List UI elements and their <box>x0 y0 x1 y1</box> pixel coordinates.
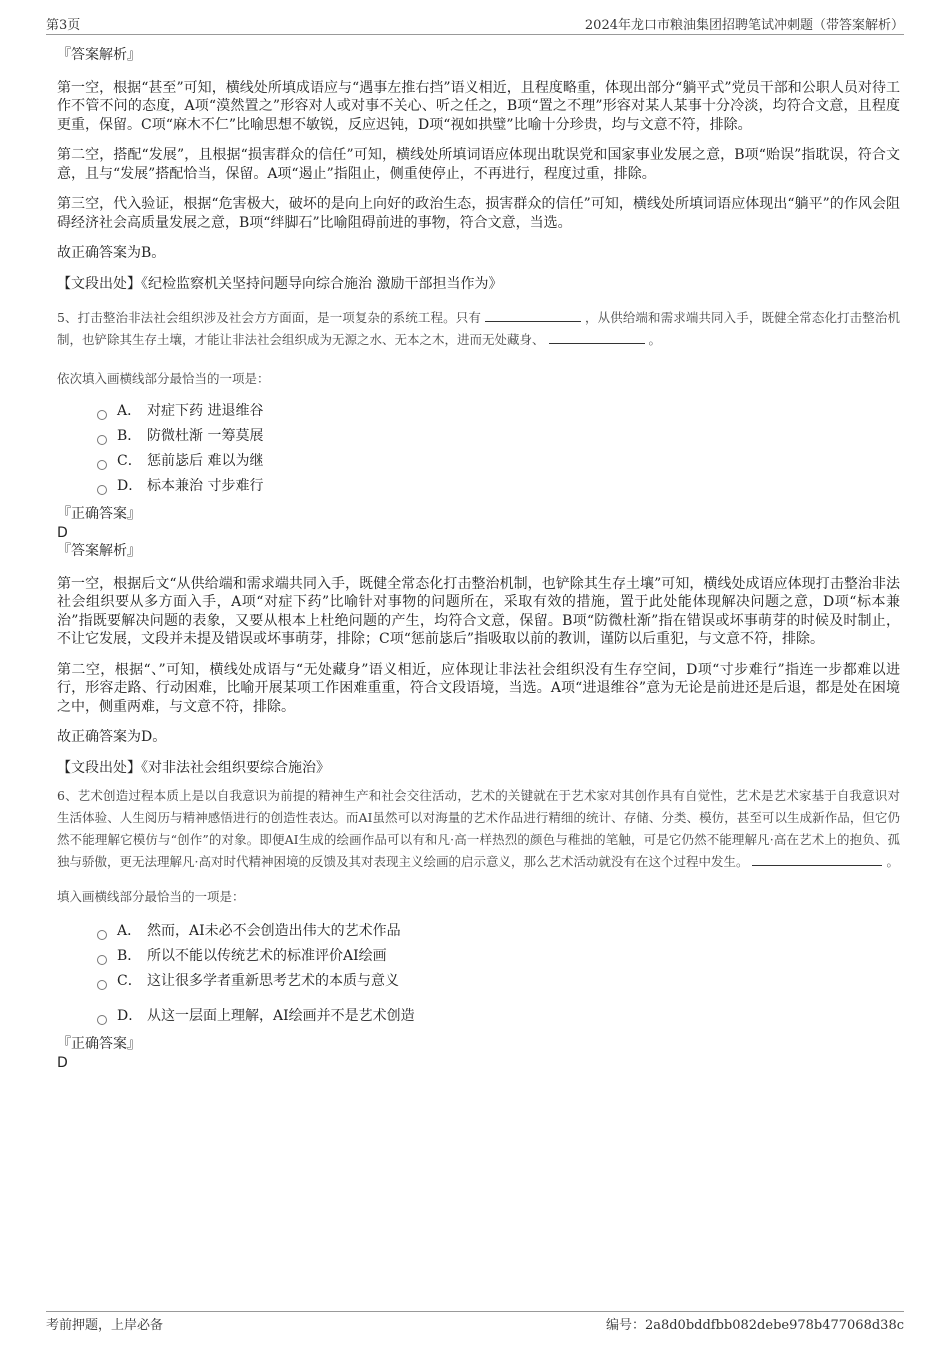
question-5-text-c: 。 <box>648 332 662 347</box>
question-6-stem <box>57 785 900 873</box>
option-text: 防微杜渐 一筹莫展 <box>147 428 264 444</box>
radio-button[interactable] <box>97 460 107 470</box>
option-b[interactable] <box>97 944 900 969</box>
option-b[interactable] <box>97 424 900 449</box>
option-c[interactable] <box>97 449 900 474</box>
analysis-conclusion: 故正确答案为B。 <box>57 245 166 261</box>
option-letter: C． <box>117 973 142 989</box>
question-5-text-a: 5、打击整治非法社会组织涉及社会方方面面，是一项复杂的系统工程。只有 <box>57 310 481 325</box>
analysis-label: 『答案解析』 <box>57 47 141 63</box>
radio-button[interactable] <box>97 485 107 495</box>
analysis-paragraph-2: 第二空，搭配“发展”，且根据“损害群众的信任”可知，横线处所填词语应体现出耽误党和国家事业发展之意，B项“贻误”指耽误，符合文意，且与“发展”搭配恰当，保留。A项“遏止”指阻止，侧重使停止，不再进行，程度过重，排除。 <box>57 147 900 182</box>
question-6-prompt: 填入画横线部分最恰当的一项是： <box>57 889 245 904</box>
option-letter: A． <box>117 403 142 419</box>
option-c[interactable] <box>97 969 900 994</box>
question-5-prompt: 依次填入画横线部分最恰当的一项是： <box>57 371 270 386</box>
option-letter: B． <box>117 428 142 444</box>
page-header <box>46 14 904 35</box>
option-d[interactable] <box>97 474 900 499</box>
analysis-paragraph-2: 第二空，根据“、”可知，横线处成语与“无处藏身”语义相近，应体现让非法社会组织没有生存空间，D项“寸步难行”指连一步都难以进行，形容走路、行动困难，比喻开展某项工作困难重重，符合文段语境，当选。A项“进退维谷”意为无论是前进还是后退，都是处在困境之中，侧重两难，与文意不符，排除。 <box>57 661 900 715</box>
option-text: 所以不能以传统艺术的标准评价AI绘画 <box>147 948 387 964</box>
option-a[interactable] <box>97 399 900 424</box>
question-5-stem <box>57 307 900 351</box>
option-text: 对症下药 进退维谷 <box>147 403 264 419</box>
passage-source: 【文段出处】《纪检监察机关坚持问题导向综合施治 激励干部担当作为》 <box>57 275 503 292</box>
option-letter: D． <box>117 478 143 494</box>
question-5-text-b: ，从供给端和需求端共同入手，既健全常态化打击整治机制，也铲除其生存土壤，才能让非法社会组织成为无源之水、无本之木，进而无处藏身、 <box>57 310 900 347</box>
analysis-paragraph-1: 第一空，根据“甚至”可知，横线处所填成语应与“遇事左推右挡”语义相近，且程度略重，体现出部分“躺平式”党员干部和公职人员对待工作不管不问的态度，A项“漠然置之”形容对人或对事不关心、听之任之，B项“置之不理”形容对某人某事十分冷淡，均符合文意，且程度更重，保留。C项“麻木不仁”比喻思想不敏锐，反应迟钝，D项“视如拱璧”比喻十分珍贵，均与文意不符，排除。 <box>57 79 900 133</box>
question-5-options <box>97 399 900 499</box>
option-d[interactable] <box>97 1004 900 1029</box>
option-text: 然而，AI未必不会创造出伟大的艺术作品 <box>147 923 401 939</box>
correct-answer: D <box>57 524 68 541</box>
radio-button[interactable] <box>97 435 107 445</box>
option-text: 从这一层面上理解，AI绘画并不是艺术创造 <box>147 1008 415 1024</box>
fill-blank <box>485 309 581 322</box>
radio-button[interactable] <box>97 980 107 990</box>
passage-source: 【文段出处】《对非法社会组织要综合施治》 <box>57 759 330 776</box>
analysis-paragraph-3: 第三空，代入验证，根据“危害极大，破坏的是向上向好的政治生态，损害群众的信任”可知，横线处所填词语应体现出“躺平”的作风会阻碍经济社会高质量发展之意，B项“绊脚石”比喻阻碍前进的事物，符合文意，当选。 <box>57 196 900 231</box>
question-6-text-c: 。 <box>886 854 899 869</box>
option-letter: A． <box>117 923 142 939</box>
option-text: 这让很多学者重新思考艺术的本质与意义 <box>147 973 399 989</box>
document-id: 编号：2a8d0bddfbb082debe978b477068d38c <box>605 1318 904 1333</box>
page-footer <box>46 1311 904 1333</box>
option-letter: D． <box>117 1008 143 1024</box>
page-number: 第3页 <box>46 18 81 33</box>
fill-blank <box>752 853 882 866</box>
radio-button[interactable] <box>97 410 107 420</box>
radio-button[interactable] <box>97 930 107 940</box>
footer-slogan: 考前押题，上岸必备 <box>46 1318 164 1333</box>
correct-answer: D <box>57 1054 68 1071</box>
radio-button[interactable] <box>97 955 107 965</box>
radio-button[interactable] <box>97 1015 107 1025</box>
option-letter: B． <box>117 948 142 964</box>
document-title: 2024年龙口市粮油集团招聘笔试冲刺题（带答案解析） <box>584 18 904 33</box>
analysis-conclusion: 故正确答案为D。 <box>57 729 167 745</box>
option-a[interactable] <box>97 919 900 944</box>
correct-answer-label: 『正确答案』 <box>57 1036 141 1052</box>
correct-answer-label: 『正确答案』 <box>57 506 141 522</box>
analysis-label: 『答案解析』 <box>57 543 141 559</box>
analysis-paragraph-1: 第一空，根据后文“从供给端和需求端共同入手，既健全常态化打击整治机制，也铲除其生存土壤”可知，横线处成语应体现打击整治非法社会组织要从多方面入手，A项“对症下药”比喻针对事物的问题所在，采取有效的措施，置于此处能体现解决问题之意，D项“标本兼治”指既要解决问题的表象，又要从根本上杜绝问题的产生，均符合文意，保留。B项“防微杜渐”指在错误或坏事萌芽的时候及时制止，不让它发展，文段并未提及错误或坏事萌芽，排除；C项“惩前毖后”指吸取以前的教训，谨防以后重犯，与文意不符，排除。 <box>57 575 900 647</box>
option-letter: C． <box>117 453 142 469</box>
question-6-text-a: 6、艺术创造过程本质上是以自我意识为前提的精神生产和社会交往活动，艺术的关键就在于艺术家对其创作具有自觉性，艺术是艺术家基于自我意识对生活体验、人生阅历与精神感悟进行的创造性表达。而AI虽然可以对海量的艺术作品进行精细的统计、存储、分类、模仿，甚至可以生成新作品，但它仍然不能理解它模仿与“创作”的对象。即便AI生成的绘画作品可以有和凡·高一样热烈的颜色与稚拙的笔触，可是它仍然不能理解凡·高在艺术上的抱负、孤独与骄傲，更无法理解凡·高对时代精神困境的反馈及其对表现主义绘画的启示意义，那么艺术活动就没有在这个过程中发生。 <box>57 788 900 869</box>
page-content <box>57 46 900 1072</box>
option-text: 惩前毖后 难以为继 <box>147 453 264 469</box>
question-6-options <box>97 919 900 1029</box>
fill-blank <box>549 331 645 344</box>
option-text: 标本兼治 寸步难行 <box>147 478 264 494</box>
